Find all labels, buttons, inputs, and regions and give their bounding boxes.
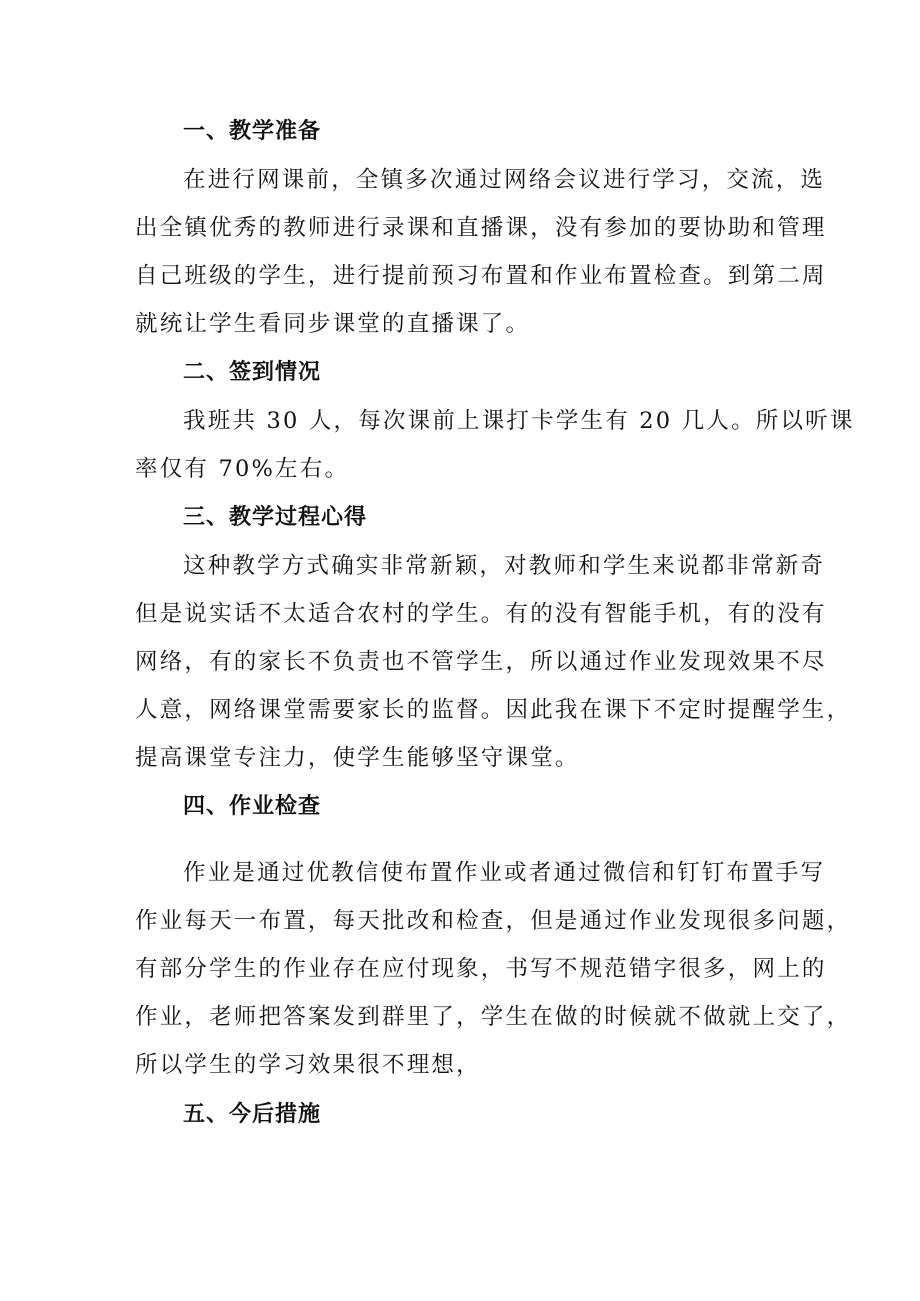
paragraph-line: 这种教学方式确实非常新颖，对教师和学生来说都非常新奇 [183, 553, 826, 579]
paragraph-line: 率仅有 70%左右。 [135, 456, 350, 482]
paragraph-line: 作业每天一布置，每天批改和检查，但是通过作业发现很多问题， [135, 908, 852, 934]
paragraph-line: 出全镇优秀的教师进行录课和直播课，没有参加的要协助和管理 [135, 215, 827, 241]
paragraph-line: 但是说实话不太适合农村的学生。有的没有智能手机，有的没有 [135, 601, 827, 627]
paragraph-line: 在进行网课前，全镇多次通过网络会议进行学习，交流，选 [183, 167, 826, 193]
section-heading: 四、作业检查 [183, 794, 322, 819]
section-heading: 三、教学过程心得 [183, 505, 368, 530]
paragraph-line: 网络，有的家长不负责也不管学生，所以通过作业发现效果不尽 [135, 649, 827, 675]
paragraph-line: 提高课堂专注力，使学生能够坚守课堂。 [135, 745, 580, 771]
paragraph-line: 自己班级的学生，进行提前预习布置和作业布置检查。到第二周 [135, 263, 827, 289]
paragraph-line: 所以学生的学习效果很不理想， [135, 1052, 481, 1078]
paragraph-line: 有部分学生的作业存在应付现象，书写不规范错字很多，网上的 [135, 956, 827, 982]
paragraph-line: 就统让学生看同步课堂的直播课了。 [135, 311, 531, 337]
section-heading: 二、签到情况 [183, 360, 322, 385]
paragraph-line: 作业，老师把答案发到群里了，学生在做的时候就不做就上交了， [135, 1004, 852, 1030]
paragraph-line: 作业是通过优教信使布置作业或者通过微信和钉钉布置手写 [183, 860, 826, 886]
section-heading: 一、教学准备 [183, 119, 322, 144]
paragraph-line: 人意，网络课堂需要家长的监督。因此我在课下不定时提醒学生， [135, 697, 852, 723]
section-heading: 五、今后措施 [183, 1102, 322, 1127]
paragraph-line: 我班共 30 人，每次课前上课打卡学生有 20 几人。所以听课 [183, 408, 855, 434]
